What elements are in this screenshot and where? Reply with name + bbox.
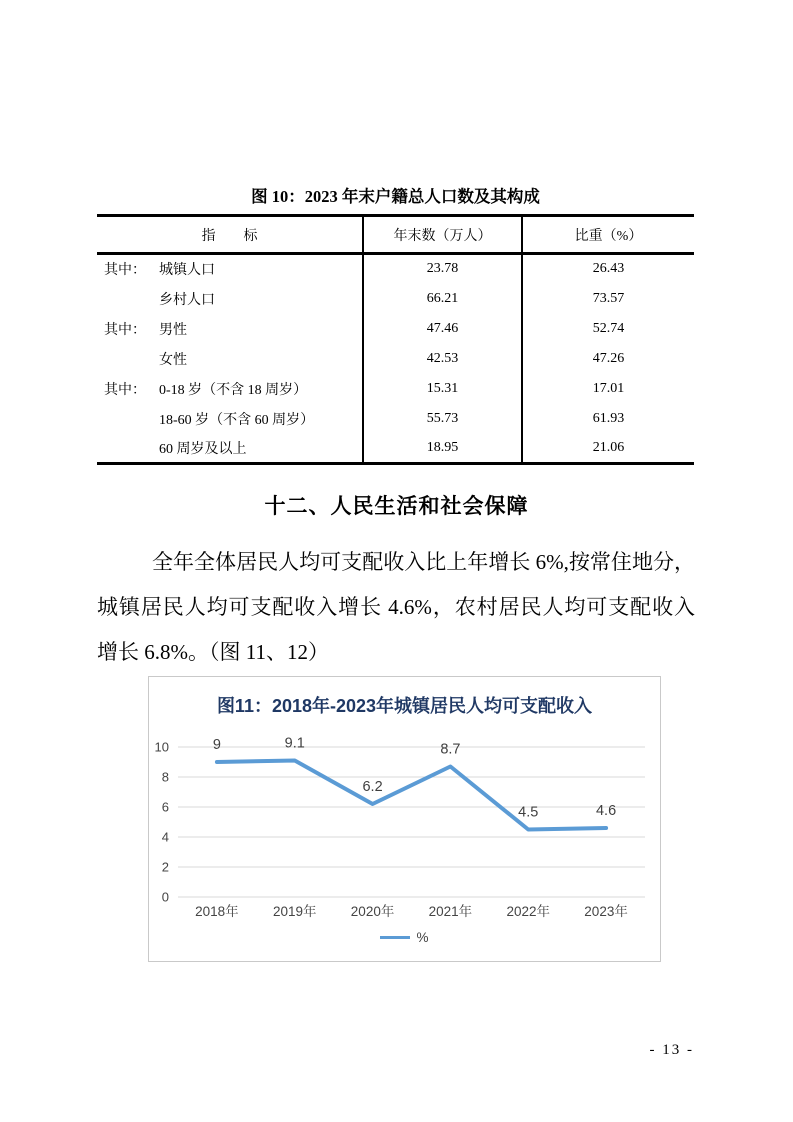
data-label: 6.2 <box>362 779 383 795</box>
yearend-value-cell: 23.78 <box>363 254 522 284</box>
indicator-label: 60 周岁及以上 <box>159 441 247 457</box>
share-value-cell: 21.06 <box>592 439 625 455</box>
x-axis-tick-label: 2023年 <box>584 904 628 919</box>
indicator-cell <box>97 314 363 344</box>
indicator-cell <box>97 434 363 464</box>
paragraph-line: 增长 6.8%。（图 11、12） <box>97 640 329 664</box>
figure11-chart-title: 图11：2018年-2023年城镇居民人均可支配收入 <box>216 696 593 716</box>
x-axis-tick-label: 2018年 <box>195 904 239 919</box>
column-header-share: 比重（%） <box>574 228 643 244</box>
chart-legend <box>149 929 660 945</box>
y-axis-tick-label: 0 <box>161 889 169 905</box>
figure11-plot-area <box>149 677 660 961</box>
figure10-table <box>97 214 694 465</box>
share-value-cell: 61.93 <box>592 410 625 426</box>
indicator-cell <box>97 284 363 314</box>
figure11-chart <box>148 676 661 962</box>
figure10-title: 图 10：2023 年末户籍总人口数及其构成 <box>251 187 540 206</box>
y-axis-tick-label: 10 <box>154 739 169 755</box>
share-value-cell: 52.74 <box>592 320 625 336</box>
column-header-indicator: 指 标 <box>97 216 363 254</box>
data-label: 9.1 <box>284 735 305 752</box>
data-label: 9 <box>212 737 221 753</box>
data-label: 4.5 <box>518 804 539 821</box>
indicator-label: 男性 <box>159 322 187 338</box>
indicator-label: 女性 <box>159 352 187 368</box>
yearend-value-cell: 18.95 <box>363 434 522 464</box>
legend-line-swatch <box>380 936 410 939</box>
yearend-value-cell: 42.53 <box>363 344 522 374</box>
indicator-label: 乡村人口 <box>159 292 215 308</box>
page-number: - 13 - <box>649 1042 694 1058</box>
y-axis-tick-label: 2 <box>161 859 169 875</box>
share-value-cell: 73.57 <box>592 290 625 306</box>
data-label: 8.7 <box>440 741 461 758</box>
table-row <box>97 254 694 284</box>
indicator-cell <box>97 374 363 404</box>
table-row <box>97 344 694 374</box>
section-heading: 十二、人民生活和社会保障 <box>264 495 529 518</box>
indicator-label: 0-18 岁（不含 18 周岁） <box>159 382 308 398</box>
indicator-prefix: 其中： <box>104 322 146 338</box>
indicator-label: 城镇人口 <box>159 263 215 279</box>
x-axis-tick-label: 2022年 <box>506 904 551 919</box>
indicator-prefix: 其中： <box>104 382 146 398</box>
y-axis-tick-label: 8 <box>161 769 169 785</box>
yearend-value-cell: 47.46 <box>363 314 522 344</box>
indicator-cell <box>97 344 363 374</box>
series-line <box>217 761 606 830</box>
column-header-yearend: 年末数（万人） <box>363 216 522 254</box>
yearend-value-cell: 15.31 <box>363 374 522 404</box>
table-row <box>97 374 694 404</box>
table-header-row <box>97 216 694 254</box>
yearend-value-cell: 66.21 <box>363 284 522 314</box>
table-row <box>97 314 694 344</box>
table-row <box>97 284 694 314</box>
paragraph-line: 城镇居民人均可支配收入增长 4.6%，农村居民人均可支配收入 <box>97 595 695 619</box>
yearend-value-cell: 55.73 <box>363 404 522 434</box>
body-paragraph <box>97 540 695 675</box>
y-axis-tick-label: 6 <box>161 799 169 815</box>
data-label: 4.6 <box>595 803 617 819</box>
indicator-label: 18-60 岁（不含 60 周岁） <box>159 412 315 428</box>
legend-label: % <box>416 929 429 945</box>
y-axis-tick-label: 4 <box>161 829 169 845</box>
share-value-cell: 17.01 <box>592 380 625 396</box>
share-value-cell: 47.26 <box>592 350 625 366</box>
x-axis-tick-label: 2020年 <box>350 904 395 919</box>
indicator-prefix: 其中： <box>104 263 146 279</box>
x-axis-tick-label: 2021年 <box>428 904 473 919</box>
paragraph-line: 全年全体居民人均可支配收入比上年增长 6%,按常住地分， <box>152 550 695 574</box>
indicator-cell <box>97 404 363 434</box>
x-axis-tick-label: 2019年 <box>272 904 317 919</box>
table-row <box>97 434 694 464</box>
table-row <box>97 404 694 434</box>
share-value-cell: 26.43 <box>592 261 625 277</box>
indicator-cell <box>97 254 363 284</box>
